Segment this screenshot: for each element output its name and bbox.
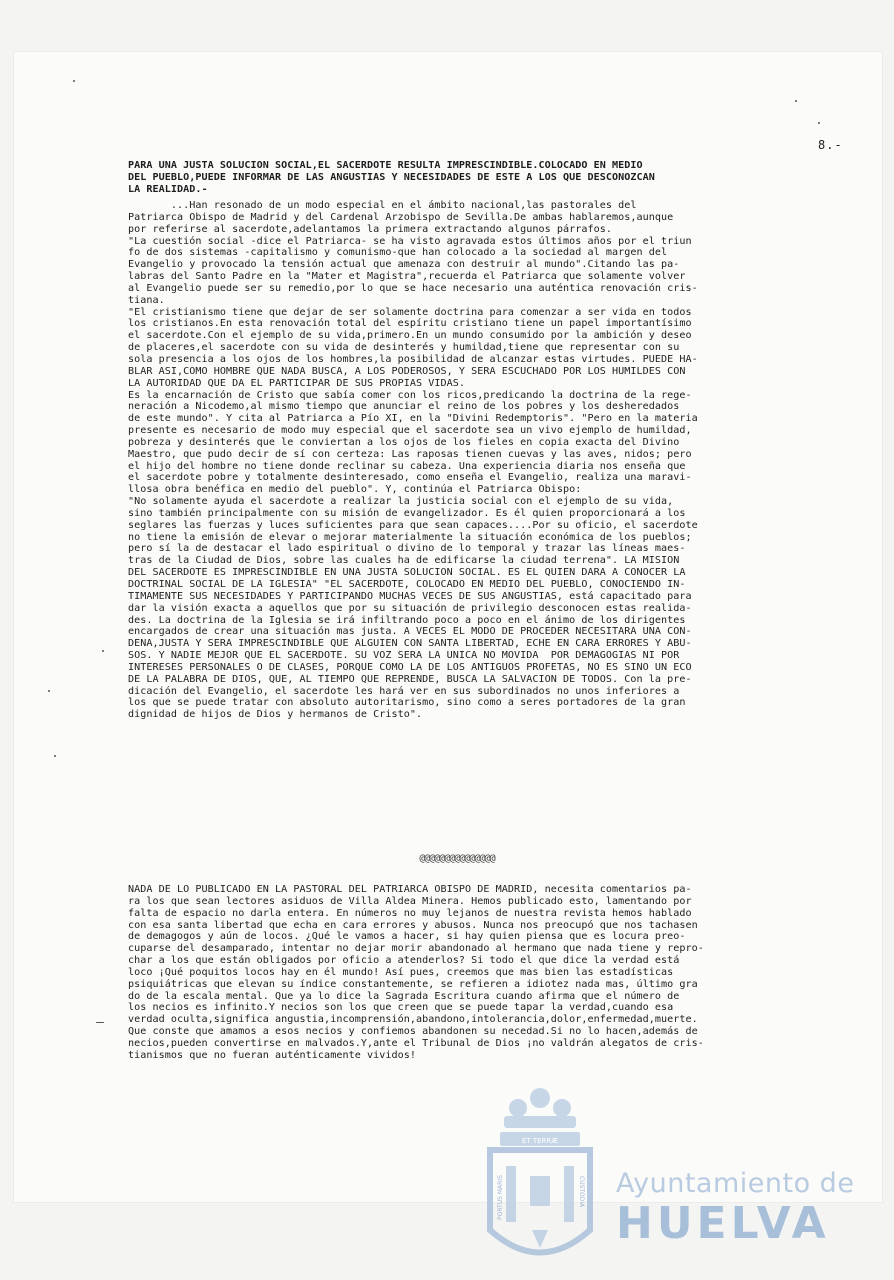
text-line: psiquiátricas que elevan su índice constantemente, se refieren a idiotez nada mas, último gra [128,978,698,990]
text-line: de placeres,el sacerdote con su vida de desinterés y humildad,tiene que representar con su [128,342,680,354]
text-line: cuparse del desamparado, intentar no dejar morir abandonado al hermano que nada tiene y repro- [128,943,704,955]
text-line: "El cristianismo tiene que dejar de ser solamente doctrina para comenzar a ser vida en todos [128,306,692,318]
text-line: Que conste que amamos a esos necios y confiemos abandonen su necedad.Si no lo hacen,además de [128,1026,698,1038]
text-line: des. La doctrina de la Iglesia se irá infiltrando poco a poco en el ánimo de los dirigentes [128,614,686,626]
text-line: neración a Nicodemo,al mismo tiempo que anunciar el reino de los pobres y los desheredados [128,401,680,413]
text-line: los que se puede tratar con absoluto autoritarismo, sino como a seres portadores de la gran [128,697,686,709]
text-line: pero sí la de destacar el lado espiritual o divino de lo temporal y trazar las líneas maes- [128,543,686,555]
text-line: DEL SACERDOTE ES IMPRESCINDIBLE EN UNA JUSTA SOLUCION SOCIAL. ES EL QUIEN DARA A CONOCER LA [128,567,686,579]
text-line: "No solamente ayuda el sacerdote a realizar la justicia social con el ejemplo de su vida, [128,496,674,508]
text-line: BLAR ASI,COMO HOMBRE QUE NADA BUSCA, A LOS PODEROSOS, Y SERA ESCUCHADO POR LOS HUMILDES CON [128,365,686,377]
text-line: necios,pueden convertirse en malvados.Y,ante el Tribunal de Dios ¡no valdrán alegatos de cris- [128,1037,704,1049]
text-line: con esa santa libertad que echa en cara errores y abusos. Nunca nos preocupó que nos tachasen [128,919,698,931]
text-line: ra los que sean lectores asiduos de Villa Aldea Minera. Hemos publicado esto, lamentando por [128,895,692,907]
text-line: el hijo del hombre no tiene donde reclinar su cabeza. Una experiencia diaria nos enseña que [128,460,686,472]
text-line: presente es necesario de modo muy especial que el sacerdote sea un vivo ejemplo de humildad, [128,425,692,437]
text-line: verdad oculta,significa angustia,incomprensión,abandono,intolerancia,dolor,enfermedad,muerte. [128,1014,698,1026]
shield-motto-top: ET TERRÆ [521,1137,559,1145]
text-line: tras de la Ciudad de Dios, sobre las cuales ha de edificarse la ciudad terrena". LA MISION [128,555,680,567]
text-line: DENA,JUSTA Y SERA IMPRESCINDIBLE QUE ALGUIEN CON SANTA LIBERTAD, ECHE EN CARA ERRORES Y ABU- [128,638,692,650]
text-line: ...Han resonado de un modo especial en el ámbito nacional,las pastorales del [128,200,637,211]
text-line: sino también principalmente con su misión de evangelizador. Es él quien proporcionará a los [128,507,686,519]
text-line: Evangelio y provocado la tensión actual que amenaza con destruir al mundo".Citando las pa- [128,259,680,271]
watermark-line-2: HUELVA [616,1198,830,1249]
text-line: loco ¡Qué poquitos locos hay en él mundo! Así pues, creemos que mas bien las estadísticas [128,966,674,978]
text-line: por referirse al sacerdote,adelantamos la primera extractando algunos párrafos. [128,223,613,235]
shield-motto-right: CUSTODIA [578,1176,585,1208]
text-line: LA AUTORIDAD QUE DA EL PARTICIPAR DE SUS PROPIAS VIDAS. [128,377,465,389]
text-line: LA REALIDAD.- [128,183,208,195]
text-line: DOCTRINAL SOCIAL DE LA IGLESIA" "EL SACERDOTE, COLOCADO EN MEDIO DEL PUEBLO, CONOCIENDO IN- [128,579,686,590]
text-line: char a los que están obligados por oficio a atenderlos? Si todo el que dice la verdad está [128,955,680,967]
section-divider: @@@@@@@@@@@@@@@ [419,853,495,864]
text-line: los cristianos.En esta renovación total del espíritu cristiano tiene un papel importantísimo [128,318,692,330]
text-line: seglares las fuerzas y luces suficientes para que sean capaces....Por su oficio, el sacerdote [128,519,698,531]
text-line: PARA UNA JUSTA SOLUCION SOCIAL,EL SACERDOTE RESULTA IMPRESCINDIBLE.COLOCADO EN MEDIO [128,160,643,171]
text-line: de demagogos y aún de locos. ¿Qué le vamos a hacer, si hay quien piensa que es locura preo- [128,931,686,943]
text-line: el sacerdote pobre y totalmente desinteresado, como enseña el Evangelio, realiza una maravi- [128,472,692,484]
text-line: TIMAMENTE SUS NECESIDADES Y PARTICIPANDO MUCHAS VECES DE SUS ANGUSTIAS, está capacitado para [128,590,692,602]
text-line: fo de dos sistemas -capitalismo y comunismo-que han colocado a la sociedad al margen del [128,247,668,259]
text-line: al Evangelio puede ser su remedio,por lo que se hace necesario una auténtica renovación cris- [128,282,698,294]
text-line: pobreza y desinterés que le conviertan a los ojos de los fieles en copia exacta del Divino [128,436,680,448]
text-line: no tiene la emisión de elevar o mejorar materialmente la situación económica de los pueblos; [128,531,692,543]
text-line: tiana. [128,294,165,306]
text-line: DEL PUEBLO,PUEDE INFORMAR DE LAS ANGUSTIAS Y NECESIDADES DE ESTE A LOS QUE DESCONOZCAN [128,171,655,183]
text-line: sola presencia a los ojos de los hombres,la posibilidad de alcanzar estas virtudes. PUEDE HA- [128,353,698,365]
text-line: Es la encarnación de Cristo que sabía comer con los ricos,predicando la doctrina de la rege- [128,389,692,401]
text-line: dar la visión exacta a aquellos que por su situación de privilegio desconocen estas realida- [128,602,692,614]
text-line: dignidad de hijos de Dios y hermanos de Cristo". [128,709,423,721]
text-line: do de la escala mental. Que ya lo dice la Sagrada Escritura cuando afirma que el número de [128,990,680,1002]
text-line: llosa obra benéfica en medio del pueblo". Y, continúa el Patriarca Obispo: [128,484,582,496]
text-line: tianismos que no fueran auténticamente vividos! [128,1049,416,1061]
article-body [128,200,808,721]
text-line: encargados de crear una situación mas justa. A VECES EL MODO DE PROCEDER NECESITARA UNA CON- [128,626,692,638]
watermark-line-1: Ayuntamiento de [616,1168,855,1199]
text-line: "La cuestión social -dice el Patriarca- se ha visto agravada estos últimos años por el triun [128,235,692,247]
text-line: el sacerdote.Con el ejemplo de su vida,primero.En un mundo consumido por la ambición y deseo [128,330,692,342]
text-line: de este mundo". Y cita al Patriarca a Pío XI, en la "Divini Redemptoris". "Pero en la materia [128,413,698,425]
text-line: Patriarca Obispo de Madrid y del Cardenal Arzobispo de Sevilla.De ambas hablaremos,aunque [128,211,674,223]
article-heading [128,160,808,196]
text-line: DE LA PALABRA DE DIOS, QUE, AL TIEMPO QUE REPRENDE, BUSCA LA SALVACION DE TODOS. Con la pre- [128,673,692,685]
text-line: los necios es infinito.Y necios son los que creen que se puede tapar la verdad,cuando esa [128,1002,674,1014]
text-line: dicación del Evangelio, el sacerdote les hará ver en sus subordinados no unos inferiores a [128,685,680,697]
text-line: falta de espacio no darla entera. En números no muy lejanos de nuestra revista hemos hablado [128,907,692,919]
page-number: 8.- [818,138,843,152]
closing-commentary [128,884,808,1062]
text-line: NADA DE LO PUBLICADO EN LA PASTORAL DEL PATRIARCA OBISPO DE MADRID, necesita comentarios pa- [128,884,692,895]
shield-motto-left: PORTUS MARIS [497,1175,504,1220]
text-line: INTERESES PERSONALES O DE CLASES, PORQUE COMO LA DE LOS ANTIGUOS PROFETAS, NO ES SINO UN ECO [128,661,692,673]
text-line: labras del Santo Padre en la "Mater et Magistra",recuerda el Patriarca que solamente volver [128,271,686,283]
text-line: Maestro, que pudo decir de sí con certeza: Las raposas tienen cuevas y las aves, nidos; pero [128,448,692,460]
text-line: SOS. Y NADIE MEJOR QUE EL SACERDOTE. SU VOZ SERA LA UNICA NO MOVIDA POR DEMAGOGIAS NI POR [128,650,680,662]
